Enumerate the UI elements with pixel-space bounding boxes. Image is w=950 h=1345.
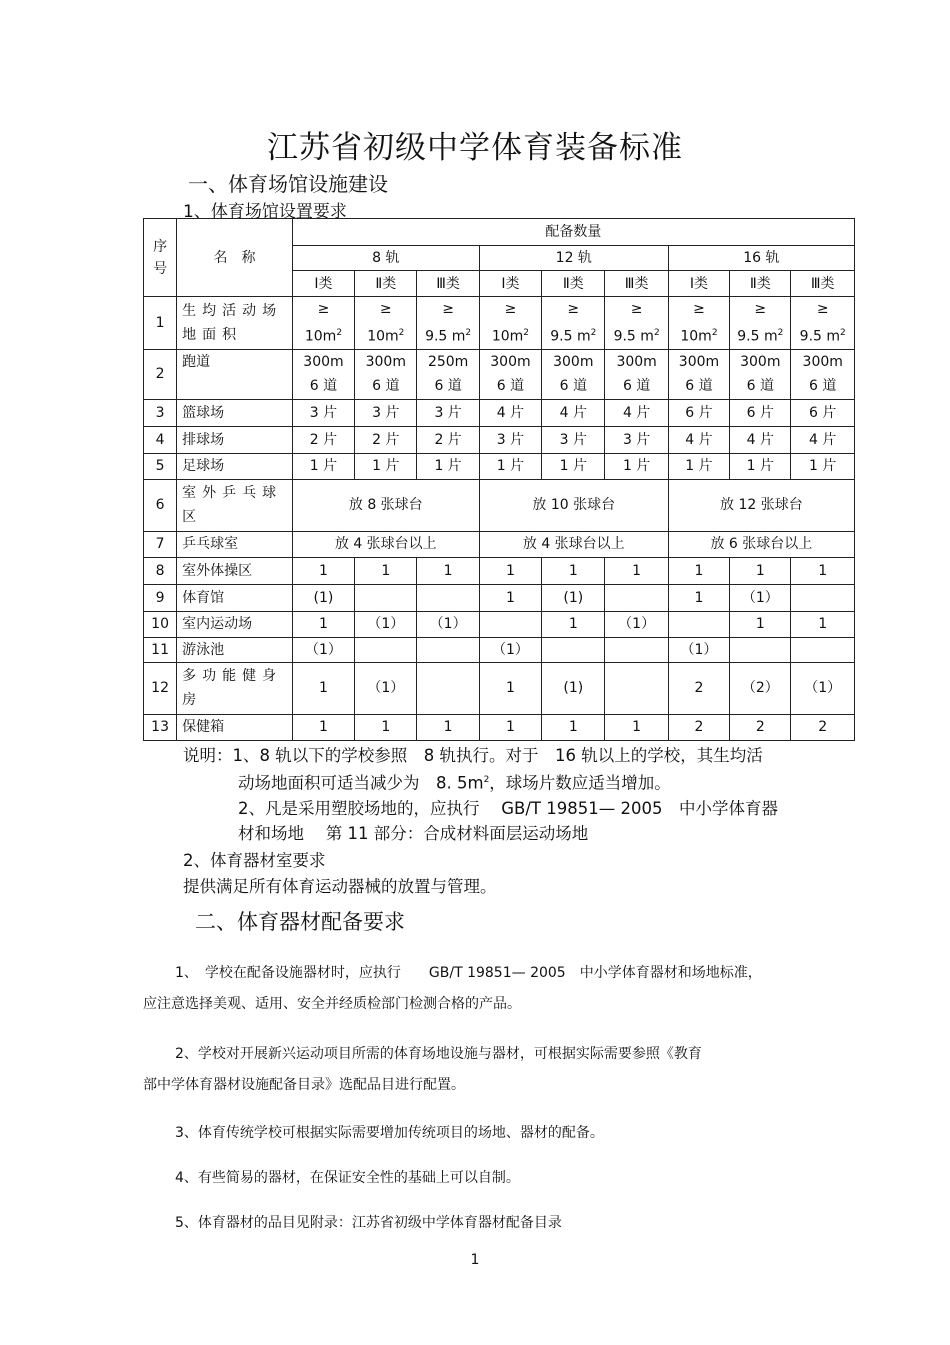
row-seq: 13 [144, 714, 177, 740]
area-unit-sup: 2 [840, 328, 846, 338]
track-lanes: 6 道 [809, 378, 837, 395]
value-cell [417, 637, 479, 662]
row-name: 足球场 [177, 453, 293, 479]
paragraph-1b: 应注意选择美观、适用、安全并经质检部门检测合格的产品。 [143, 996, 521, 1012]
ge-sign: ≥ [816, 301, 829, 317]
track-cell [292, 349, 354, 399]
value-cell: 1 [355, 714, 417, 740]
row-name: 室外体操区 [177, 557, 293, 584]
note-1b-sup: 2 [483, 775, 490, 785]
track-length: 300m [303, 354, 344, 371]
ge-sign: ≥ [504, 301, 517, 317]
value-cell: （2） [730, 662, 791, 714]
table-row [144, 399, 855, 426]
value-cell: 1 [605, 714, 668, 740]
value-cell: 1 片 [605, 453, 668, 479]
row-seq: 12 [144, 662, 177, 714]
row-seq: 6 [144, 479, 177, 531]
subsection-1-heading: 1、体育场馆设置要求 [183, 202, 347, 222]
paragraph-1a: 1、 学校在配备设施器材时，应执行 GB/T 19851— 2005 中小学体育器材和场地标准， [175, 965, 762, 981]
area-number: 10m [680, 328, 712, 345]
value-cell: 1 [292, 714, 354, 740]
track-lanes: 6 道 [559, 378, 587, 395]
value-cell: 1 [791, 557, 855, 584]
area-value [544, 321, 602, 349]
value-cell [605, 584, 668, 611]
table-row [144, 714, 855, 740]
value-cell: 1 [605, 557, 668, 584]
track-length: 250m [427, 354, 469, 371]
value-cell: （1） [668, 637, 729, 662]
paragraph-2a: 2、学校对开展新兴运动项目所需的体育场地设施与器材，可根据实际需要参照《教育 [175, 1046, 702, 1062]
row-name: 乒乓球室 [177, 531, 293, 557]
facility-table [143, 218, 855, 741]
row-seq: 11 [144, 637, 177, 662]
value-cell [605, 637, 668, 662]
row-seq: 1 [144, 297, 177, 350]
track-cell [417, 349, 479, 399]
value-cell: （1） [292, 637, 354, 662]
row-name: 篮球场 [177, 399, 293, 426]
header-name: 名 称 [177, 219, 293, 297]
track-cell [791, 349, 855, 399]
table-row [144, 426, 855, 453]
value-cell: 1 [730, 557, 791, 584]
value-cell: 3 片 [605, 426, 668, 453]
value-cell: 1 [292, 611, 354, 637]
area-value [671, 321, 727, 349]
table-row [144, 584, 855, 611]
row-seq: 2 [144, 349, 177, 399]
area-number: 9.5 m [737, 328, 778, 345]
area-value [793, 321, 852, 349]
row-name: 生均活动场地面积 [177, 297, 293, 350]
row-seq: 9 [144, 584, 177, 611]
row-name: 室内运动场 [177, 611, 293, 637]
value-cell: 1 [668, 584, 729, 611]
paragraph-2b: 部中学体育器材设施配备目录》选配品目进行配置。 [143, 1077, 465, 1093]
area-number: 10m [367, 328, 399, 345]
value-cell: 1 片 [292, 453, 354, 479]
value-cell: 1 [292, 662, 354, 714]
row-name: 体育馆 [177, 584, 293, 611]
value-cell: 2 [791, 714, 855, 740]
value-cell: 2 片 [355, 426, 417, 453]
group-12: 12 轨 [479, 246, 668, 271]
value-cell: 6 片 [668, 399, 729, 426]
value-cell: 1 片 [355, 453, 417, 479]
section-2-heading: 二、体育器材配备要求 [195, 910, 405, 934]
ge-sign: ≥ [317, 301, 330, 317]
value-cell: （1） [605, 611, 668, 637]
value-cell: 2 [668, 714, 729, 740]
track-length: 300m [740, 354, 781, 371]
track-lanes: 6 道 [434, 378, 462, 395]
value-cell: 2 [730, 714, 791, 740]
value-cell [479, 611, 541, 637]
value-cell [605, 662, 668, 714]
area-value [419, 321, 476, 349]
value-cell [417, 584, 479, 611]
value-cell: 1 [542, 611, 605, 637]
row-seq: 10 [144, 611, 177, 637]
note-1a: 说明：1、8 轨以下的学校参照 8 轨执行。对于 16 轨以上的学校，其生均活 [183, 746, 763, 765]
note-2b: 材和场地 第 11 部分：合成材料面层运动场地 [238, 823, 589, 843]
value-cell: 6 片 [791, 399, 855, 426]
value-cell [355, 637, 417, 662]
row-name: 保健箱 [177, 714, 293, 740]
area-number: 9.5 m [613, 328, 654, 345]
area-unit-sup: 2 [523, 328, 530, 338]
notes [183, 743, 778, 846]
class-header: Ⅱ类 [542, 271, 605, 297]
value-cell: (1) [542, 662, 605, 714]
group-16: 16 轨 [668, 246, 854, 271]
area-value [357, 321, 414, 349]
value-cell: 1 片 [668, 453, 729, 479]
note-2a: 2、凡是采用塑胶场地的，应执行 GB/T 19851— 2005 中小学体育器 [238, 798, 778, 818]
value-cell: （1） [479, 637, 541, 662]
value-cell: 2 片 [292, 426, 354, 453]
value-cell: 1 [417, 714, 479, 740]
value-cell: 1 [479, 662, 541, 714]
note-1b-text: 动场地面积可适当减少为 8. 5m [238, 773, 484, 793]
area-unit-sup: 2 [653, 328, 660, 338]
value-cell: 2 片 [417, 426, 479, 453]
class-header: Ⅰ类 [668, 271, 729, 297]
table-row [144, 557, 855, 584]
area-value [607, 321, 665, 349]
value-cell: 1 [542, 714, 605, 740]
area-number: 10m [304, 328, 337, 345]
area-cell [605, 297, 668, 350]
value-cell: 4 片 [668, 426, 729, 453]
header-config: 配备数量 [292, 219, 854, 246]
row-seq: 8 [144, 557, 177, 584]
class-header: Ⅰ类 [292, 271, 354, 297]
table-row [144, 662, 855, 714]
area-value [295, 321, 352, 349]
group-cell: 放 6 张球台以上 [668, 531, 854, 557]
note-1b-tail: ，球场片数应适当增加。 [489, 773, 671, 793]
row-seq: 3 [144, 399, 177, 426]
value-cell: 1 [730, 611, 791, 637]
value-cell: 3 片 [417, 399, 479, 426]
area-unit-sup: 2 [465, 328, 472, 338]
section-1-heading: 一、体育场馆设施建设 [188, 172, 388, 196]
class-header: Ⅲ类 [791, 271, 855, 297]
subsection-2-heading: 2、体育器材室要求 [183, 851, 326, 870]
area-cell [479, 297, 541, 350]
area-cell [355, 297, 417, 350]
ge-sign: ≥ [693, 301, 705, 317]
value-cell [791, 584, 855, 611]
ge-sign: ≥ [442, 301, 454, 317]
value-cell: 4 片 [479, 399, 541, 426]
header-seq: 序号 [144, 219, 177, 297]
class-header: Ⅰ类 [479, 271, 541, 297]
area-cell [542, 297, 605, 350]
area-unit-sup: 2 [590, 328, 597, 338]
page-number: 1 [470, 1252, 480, 1268]
area-cell [668, 297, 729, 350]
value-cell: 1 [479, 557, 541, 584]
value-cell: （1） [791, 662, 855, 714]
area-unit-sup: 2 [336, 328, 343, 338]
track-lanes: 6 道 [746, 378, 774, 395]
value-cell: 4 片 [791, 426, 855, 453]
class-header: Ⅲ类 [605, 271, 668, 297]
value-cell: （1） [730, 584, 791, 611]
group-cell: 放 4 张球台以上 [292, 531, 479, 557]
value-cell [355, 584, 417, 611]
track-cell [668, 349, 729, 399]
group-cell: 放 10 张球台 [479, 479, 668, 531]
value-cell [417, 662, 479, 714]
value-cell: 1 [542, 557, 605, 584]
value-cell: (1) [292, 584, 354, 611]
row-name: 室外乒乓球区 [177, 479, 293, 531]
row-name: 多功能健身房 [177, 662, 293, 714]
paragraph-3: 3、体育传统学校可根据实际需要增加传统项目的场地、器材的配备。 [175, 1125, 604, 1141]
track-lanes: 6 道 [685, 378, 713, 395]
area-value [732, 321, 788, 349]
class-header: Ⅱ类 [355, 271, 417, 297]
paragraph-5: 5、体育器材的品目见附录：江苏省初级中学体育器材配备目录 [175, 1215, 562, 1231]
value-cell: 1 [791, 611, 855, 637]
track-lanes: 6 道 [496, 378, 525, 395]
area-number: 9.5 m [799, 328, 841, 345]
row-name: 跑道 [177, 349, 293, 399]
track-length: 300m [553, 354, 594, 371]
area-cell [417, 297, 479, 350]
ge-sign: ≥ [567, 301, 580, 317]
group-cell: 放 12 张球台 [668, 479, 854, 531]
value-cell: （1） [355, 611, 417, 637]
value-cell: 3 片 [479, 426, 541, 453]
track-length: 300m [365, 354, 406, 371]
value-cell: 1 [479, 584, 541, 611]
ge-sign: ≥ [754, 301, 767, 317]
track-length: 300m [802, 354, 843, 371]
value-cell: 3 片 [292, 399, 354, 426]
row-seq: 7 [144, 531, 177, 557]
subsection-2-text: 提供满足所有体育运动器械的放置与管理。 [183, 877, 497, 896]
value-cell: （1） [355, 662, 417, 714]
area-number: 9.5 m [425, 328, 466, 345]
value-cell: 1 片 [479, 453, 541, 479]
group-8: 8 轨 [292, 246, 479, 271]
value-cell: 1 [479, 714, 541, 740]
group-cell: 放 4 张球台以上 [479, 531, 668, 557]
area-number: 10m [491, 328, 524, 345]
track-cell [542, 349, 605, 399]
page-title: 江苏省初级中学体育装备标准 [267, 130, 683, 166]
track-lanes: 6 道 [309, 378, 338, 395]
area-cell [791, 297, 855, 350]
value-cell: 4 片 [730, 426, 791, 453]
ge-sign: ≥ [379, 301, 392, 317]
row-seq: 5 [144, 453, 177, 479]
area-value [482, 321, 539, 349]
track-cell [355, 349, 417, 399]
row-name: 排球场 [177, 426, 293, 453]
area-unit-sup: 2 [398, 328, 405, 338]
track-lanes: 6 道 [622, 378, 651, 395]
area-cell [730, 297, 791, 350]
value-cell: （1） [417, 611, 479, 637]
value-cell: 1 片 [730, 453, 791, 479]
value-cell: 4 片 [542, 399, 605, 426]
track-length: 300m [678, 354, 720, 371]
value-cell: 3 片 [355, 399, 417, 426]
value-cell: 1 [417, 557, 479, 584]
track-lanes: 6 道 [372, 378, 400, 395]
track-cell [479, 349, 541, 399]
table-row [144, 611, 855, 637]
value-cell: 6 片 [730, 399, 791, 426]
track-cell [605, 349, 668, 399]
area-unit-sup: 2 [711, 328, 718, 338]
area-number: 9.5 m [550, 328, 591, 345]
paragraph-4: 4、有些简易的器材，在保证安全性的基础上可以自制。 [175, 1170, 520, 1186]
class-header: Ⅲ类 [417, 271, 479, 297]
value-cell: 1 [668, 557, 729, 584]
value-cell [730, 637, 791, 662]
table-row [144, 453, 855, 479]
value-cell: 1 [292, 557, 354, 584]
note-1b [183, 768, 778, 796]
value-cell [791, 637, 855, 662]
value-cell: 3 片 [542, 426, 605, 453]
value-cell: 4 片 [605, 399, 668, 426]
value-cell: 1 [355, 557, 417, 584]
row-name: 游泳池 [177, 637, 293, 662]
track-cell [730, 349, 791, 399]
track-length: 300m [490, 354, 531, 371]
group-cell: 放 8 张球台 [292, 479, 479, 531]
area-cell [292, 297, 354, 350]
value-cell: 1 片 [791, 453, 855, 479]
value-cell: (1) [542, 584, 605, 611]
ge-sign: ≥ [630, 301, 643, 317]
row-seq: 4 [144, 426, 177, 453]
value-cell: 1 片 [417, 453, 479, 479]
value-cell [668, 611, 729, 637]
value-cell [542, 637, 605, 662]
class-header: Ⅱ类 [730, 271, 791, 297]
track-length: 300m [616, 354, 657, 371]
value-cell: 1 片 [542, 453, 605, 479]
area-unit-sup: 2 [777, 328, 784, 338]
value-cell: 2 [668, 662, 729, 714]
table-row [144, 637, 855, 662]
